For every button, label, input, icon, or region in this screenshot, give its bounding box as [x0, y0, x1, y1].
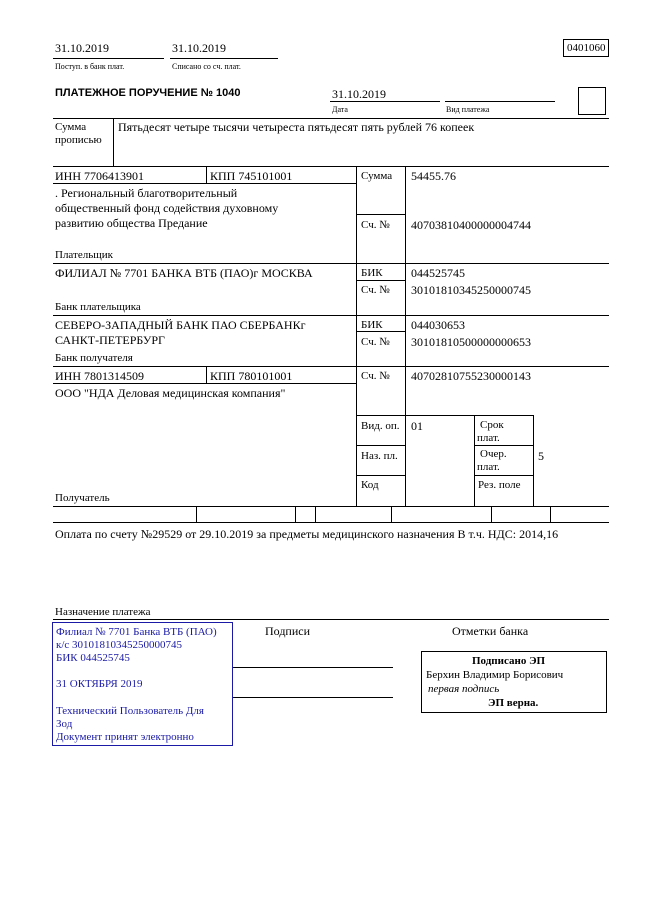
payer-account: 40703810400000004744: [411, 218, 531, 232]
term-label-2: плат.: [477, 432, 500, 444]
received-label: Поступ. в банк плат.: [55, 62, 125, 71]
payee-bank-account-label: Сч. №: [361, 336, 390, 348]
payee-bank-name-2: САНКТ-ПЕТЕРБУРГ: [55, 333, 165, 347]
payee-label: Получатель: [55, 492, 110, 504]
document-date: 31.10.2019: [332, 87, 386, 101]
payer-label: Плательщик: [55, 249, 113, 261]
payee-bank-bik-label: БИК: [361, 319, 383, 331]
stamp-correspondent-account: к/с 30101810345250000745: [56, 639, 183, 651]
payer-bank-bik-label: БИК: [361, 267, 383, 279]
form-code-box: [563, 39, 609, 57]
payee-account-label: Сч. №: [361, 370, 390, 382]
payer-kpp: КПП 745101001: [210, 169, 293, 183]
ep-signature-type: первая подпись: [428, 683, 500, 695]
amount-words-label-2: прописью: [55, 134, 102, 146]
form-code: 0401060: [567, 42, 606, 54]
stamp-bik: БИК 044525745: [56, 652, 130, 664]
payee-inn: ИНН 7801314509: [55, 369, 144, 383]
debited-date: 31.10.2019: [172, 41, 226, 55]
payee-bank-bik: 044030653: [411, 318, 465, 332]
debited-label: Списано со сч. плат.: [172, 62, 241, 71]
bank-execution-stamp: [52, 622, 233, 746]
payer-status-box: [578, 87, 606, 115]
payee-name: ООО "НДА Деловая медицинская компания": [55, 386, 286, 400]
received-date: 31.10.2019: [55, 41, 109, 55]
purpose-label: Назначение платежа: [55, 606, 151, 618]
sum-value: 54455.76: [411, 169, 456, 183]
op-type-label: Вид. оп.: [361, 420, 400, 432]
signatures-label: Подписи: [265, 624, 311, 638]
ep-verified: ЭП верна.: [488, 697, 539, 709]
stamp-bank-name: Филиал № 7701 Банка ВТБ (ПАО): [56, 626, 217, 638]
priority-label-2: плат.: [477, 461, 500, 473]
op-type: 01: [411, 419, 423, 433]
payer-name-3: развитию общества Предание: [55, 216, 208, 230]
amount-words-label-1: Сумма: [55, 121, 87, 133]
reserve-label: Рез. поле: [478, 479, 521, 491]
payer-inn: ИНН 7706413901: [55, 169, 144, 183]
payer-bank-name: ФИЛИАЛ № 7701 БАНКА ВТБ (ПАО)г МОСКВА: [55, 266, 313, 280]
payer-name-1: . Региональный благотворительный: [55, 186, 238, 200]
page-title: ПЛАТЕЖНОЕ ПОРУЧЕНИЕ № 1040: [55, 87, 241, 99]
payer-name-2: общественный фонд содействия духовному: [55, 201, 279, 215]
ep-signer: Берхин Владимир Борисович: [426, 669, 564, 681]
payment-purpose: Оплата по счету №29529 от 29.10.2019 за предметы медицинского назначения В т.ч. НДС: 2014,16: [55, 527, 559, 541]
amount-words: Пятьдесят четыре тысячи четыреста пятьдесят пять рублей 76 копеек: [118, 120, 475, 134]
stamp-accepted: Документ принят электронно: [56, 731, 194, 743]
payer-account-label: Сч. №: [361, 219, 390, 231]
payee-bank-name-1: СЕВЕРО-ЗАПАДНЫЙ БАНК ПАО СБЕРБАНКг: [55, 318, 306, 332]
priority: 5: [538, 449, 544, 463]
date-label: Дата: [332, 105, 348, 114]
code-label: Код: [361, 479, 379, 491]
priority-label-1: Очер.: [480, 448, 507, 460]
stamp-user: Технический Пользователь Для: [56, 705, 204, 717]
electronic-signature-stamp: [421, 651, 607, 713]
term-label-1: Срок: [480, 419, 504, 431]
payer-bank-bik: 044525745: [411, 266, 465, 280]
payer-bank-account: 30101810345250000745: [411, 283, 531, 297]
purpose-code-label: Наз. пл.: [361, 450, 398, 462]
payer-bank-label: Банк плательщика: [55, 301, 141, 313]
stamp-user-cont: Зод: [56, 718, 73, 730]
payee-account: 40702810755230000143: [411, 369, 531, 383]
payee-bank-account: 30101810500000000653: [411, 335, 531, 349]
stamp-date: 31 ОКТЯБРЯ 2019: [56, 678, 143, 690]
sum-label: Сумма: [361, 170, 393, 182]
payer-bank-account-label: Сч. №: [361, 284, 390, 296]
payee-bank-label: Банк получателя: [55, 352, 133, 364]
bank-marks-label: Отметки банка: [452, 624, 529, 638]
payee-kpp: КПП 780101001: [210, 369, 293, 383]
ep-title: Подписано ЭП: [472, 655, 546, 667]
payment-type-label: Вид платежа: [446, 105, 490, 114]
